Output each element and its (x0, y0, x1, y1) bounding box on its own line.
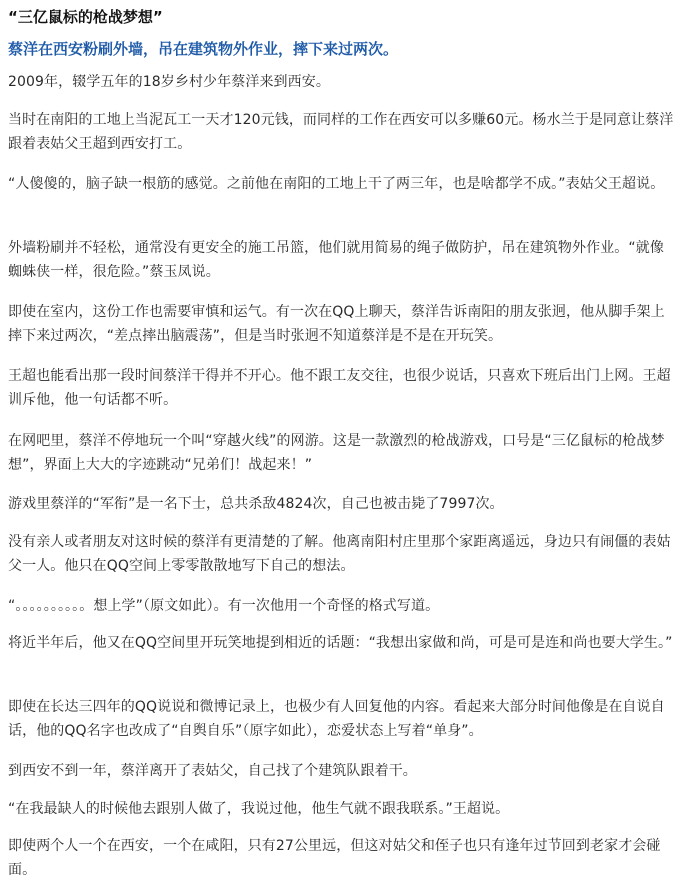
paragraph: 在网吧里，蔡洋不停地玩一个叫“穿越火线”的网游。这是一款激烈的枪战游戏，口号是“三亿鼠标的枪战梦想”，界面上大大的字迹跳动“兄弟们！战起来！” (8, 433, 665, 473)
paragraph: 游戏里蔡洋的“军衔”是一名下士，总共杀敌4824次，自己也被击毙了7997次。 (8, 496, 504, 512)
paragraph: 外墙粉刷并不轻松，通常没有更安全的施工吊篮，他们就用简易的绳子做防护，吊在建筑物外作业。“就像蜘蛛侠一样，很危险。”蔡玉凤说。 (8, 240, 664, 280)
paragraph: 即使在室内，这份工作也需要审慎和运气。有一次在QQ上聊天，蔡洋告诉南阳的朋友张迥，他从脚手架上摔下来过两次，“差点摔出脑震荡”，但是当时张迥不知道蔡洋是不是在开玩笑。 (8, 304, 665, 344)
paragraph: 当时在南阳的工地上当泥瓦工一天才120元钱，而同样的工作在西安可以多赚60元。杨水兰于是同意让蔡洋跟着表姑父王超到西安打工。 (8, 112, 674, 152)
paragraph: 即使在长达三四年的QQ说说和微博记录上，也极少有人回复他的内容。看起来大部分时间他像是在自说自话，他的QQ名字也改成了“自舆自乐”（原字如此），恋爱状态上写着“单身”。 (8, 699, 665, 739)
article-title: “三亿鼠标的枪战梦想” (8, 8, 163, 26)
paragraph: 将近半年后，他又在QQ空间里开玩笑地提到相近的话题：“我想出家做和尚，可是可是连和尚也要大学生。” (8, 635, 673, 651)
paragraph: 2009年，辍学五年的18岁乡村少年蔡洋来到西安。 (8, 74, 330, 90)
paragraph: 没有亲人或者朋友对这时候的蔡洋有更清楚的了解。他离南阳村庄里那个家距离遥远，身边只有闹僵的表姑父一人。他只在QQ空间上零零散散地写下自己的想法。 (8, 534, 671, 574)
paragraph: 王超也能看出那一段时间蔡洋干得并不开心。他不跟工友交往，也很少说话，只喜欢下班后出门上网。王超训斥他，他一句话都不听。 (8, 368, 671, 408)
paragraph: 到西安不到一年，蔡洋离开了表姑父，自己找了个建筑队跟着干。 (8, 763, 417, 779)
paragraph: “。。。。。。。。。。想上学”（原文如此）。有一次他用一个奇怪的格式写道。 (8, 598, 440, 614)
paragraph: “人傻傻的，脑子缺一根筋的感觉。之前他在南阳的工地上干了两三年，也是啥都学不成。”表姑父王超说。 (8, 176, 665, 192)
article-subtitle: 蔡洋在西安粉刷外墙，吊在建筑物外作业，摔下来过两次。 (8, 40, 399, 58)
paragraph: “在我最缺人的时候他去跟别人做了，我说过他，他生气就不跟我联系。”王超说。 (8, 801, 510, 817)
paragraph: 即使两个人一个在西安，一个在咸阳，只有27公里远，但这对姑父和侄子也只有逢年过节回到老家才会碰面。 (8, 838, 661, 878)
